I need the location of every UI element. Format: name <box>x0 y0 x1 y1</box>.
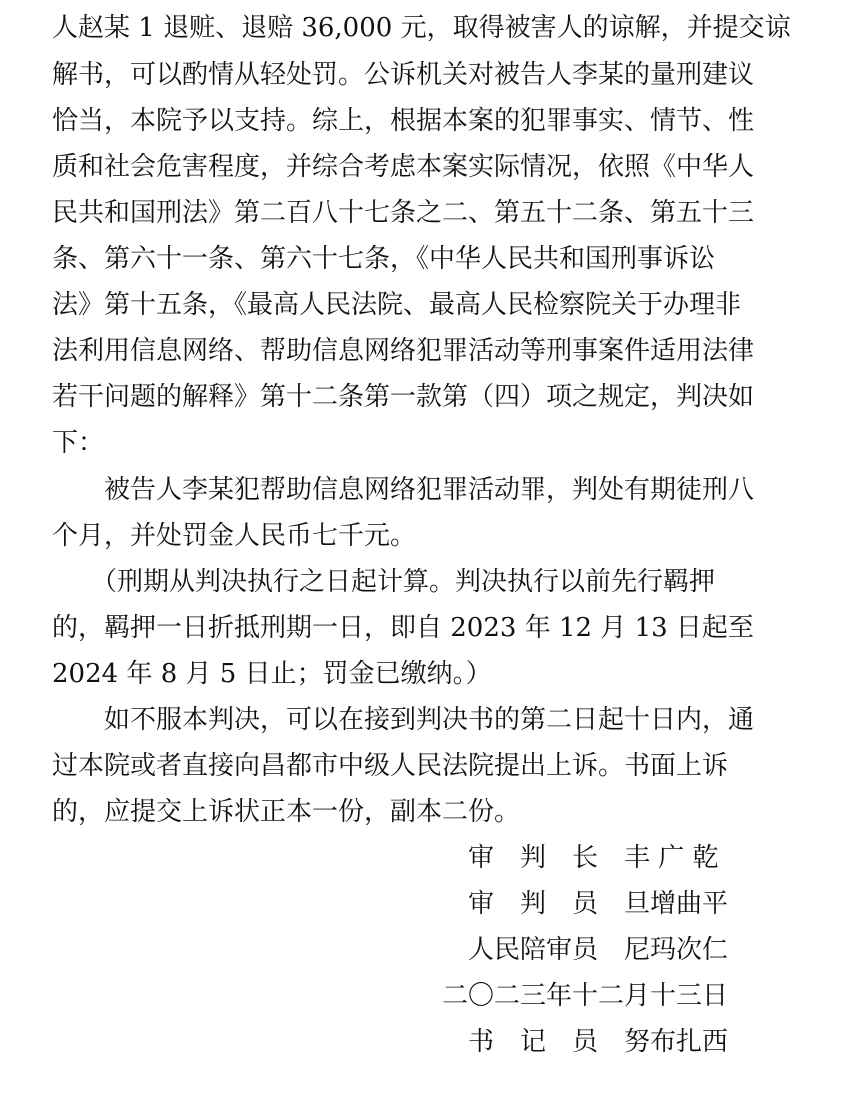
body-line: 民共和国刑法》第二百八十七条之二、第五十二条、第五十三 <box>52 198 755 228</box>
judgment-date: 二〇二三年十二月十三日 <box>442 981 729 1011</box>
body-line: 条、第六十一条、第六十七条，《中华人民共和国刑事诉讼 <box>52 244 716 274</box>
body-line: 法利用信息网络、帮助信息网络犯罪活动等刑事案件适用法律 <box>52 336 755 366</box>
body-line: 恰当，本院予以支持。综上，根据本案的犯罪事实、情节、性 <box>52 106 755 136</box>
judge-signature: 审 判 员 旦增曲平 <box>468 889 729 919</box>
appeal-line: 的，应提交上诉状正本一份，副本二份。 <box>52 797 521 827</box>
sentence-note-line: 的，羁押一日折抵刑期一日，即自 2023 年 12 月 13 日起至 <box>52 613 754 643</box>
body-line: 下： <box>52 428 105 458</box>
clerk-signature: 书 记 员 努布扎西 <box>468 1027 729 1057</box>
appeal-line: 如不服本判决，可以在接到判决书的第二日起十日内，通 <box>52 705 755 735</box>
juror-signature: 人民陪审员 尼玛次仁 <box>468 935 729 965</box>
body-line: 人赵某 1 退赃、退赔 36,000 元，取得被害人的谅解，并提交谅 <box>52 13 791 43</box>
body-line: 法》第十五条，《最高人民法院、最高人民检察院关于办理非 <box>52 290 742 320</box>
sentence-note-line: （刑期从判决执行之日起计算。判决执行以前先行羁押 <box>52 567 716 597</box>
sentence-note-line: 2024 年 8 月 5 日止；罚金已缴纳。） <box>52 659 492 689</box>
body-line: 质和社会危害程度，并综合考虑本案实际情况，依照《中华人 <box>52 152 755 182</box>
verdict-line: 个月，并处罚金人民币七千元。 <box>52 521 417 551</box>
body-line: 若干问题的解释》第十二条第一款第（四）项之规定，判决如 <box>52 382 755 412</box>
presiding-judge-signature: 审 判 长 丰 广 乾 <box>468 843 719 873</box>
appeal-line: 过本院或者直接向昌都市中级人民法院提出上诉。书面上诉 <box>52 751 729 781</box>
body-line: 解书，可以酌情从轻处罚。公诉机关对被告人李某的量刑建议 <box>52 60 755 90</box>
verdict-line: 被告人李某犯帮助信息网络犯罪活动罪，判处有期徒刑八 <box>52 475 755 505</box>
